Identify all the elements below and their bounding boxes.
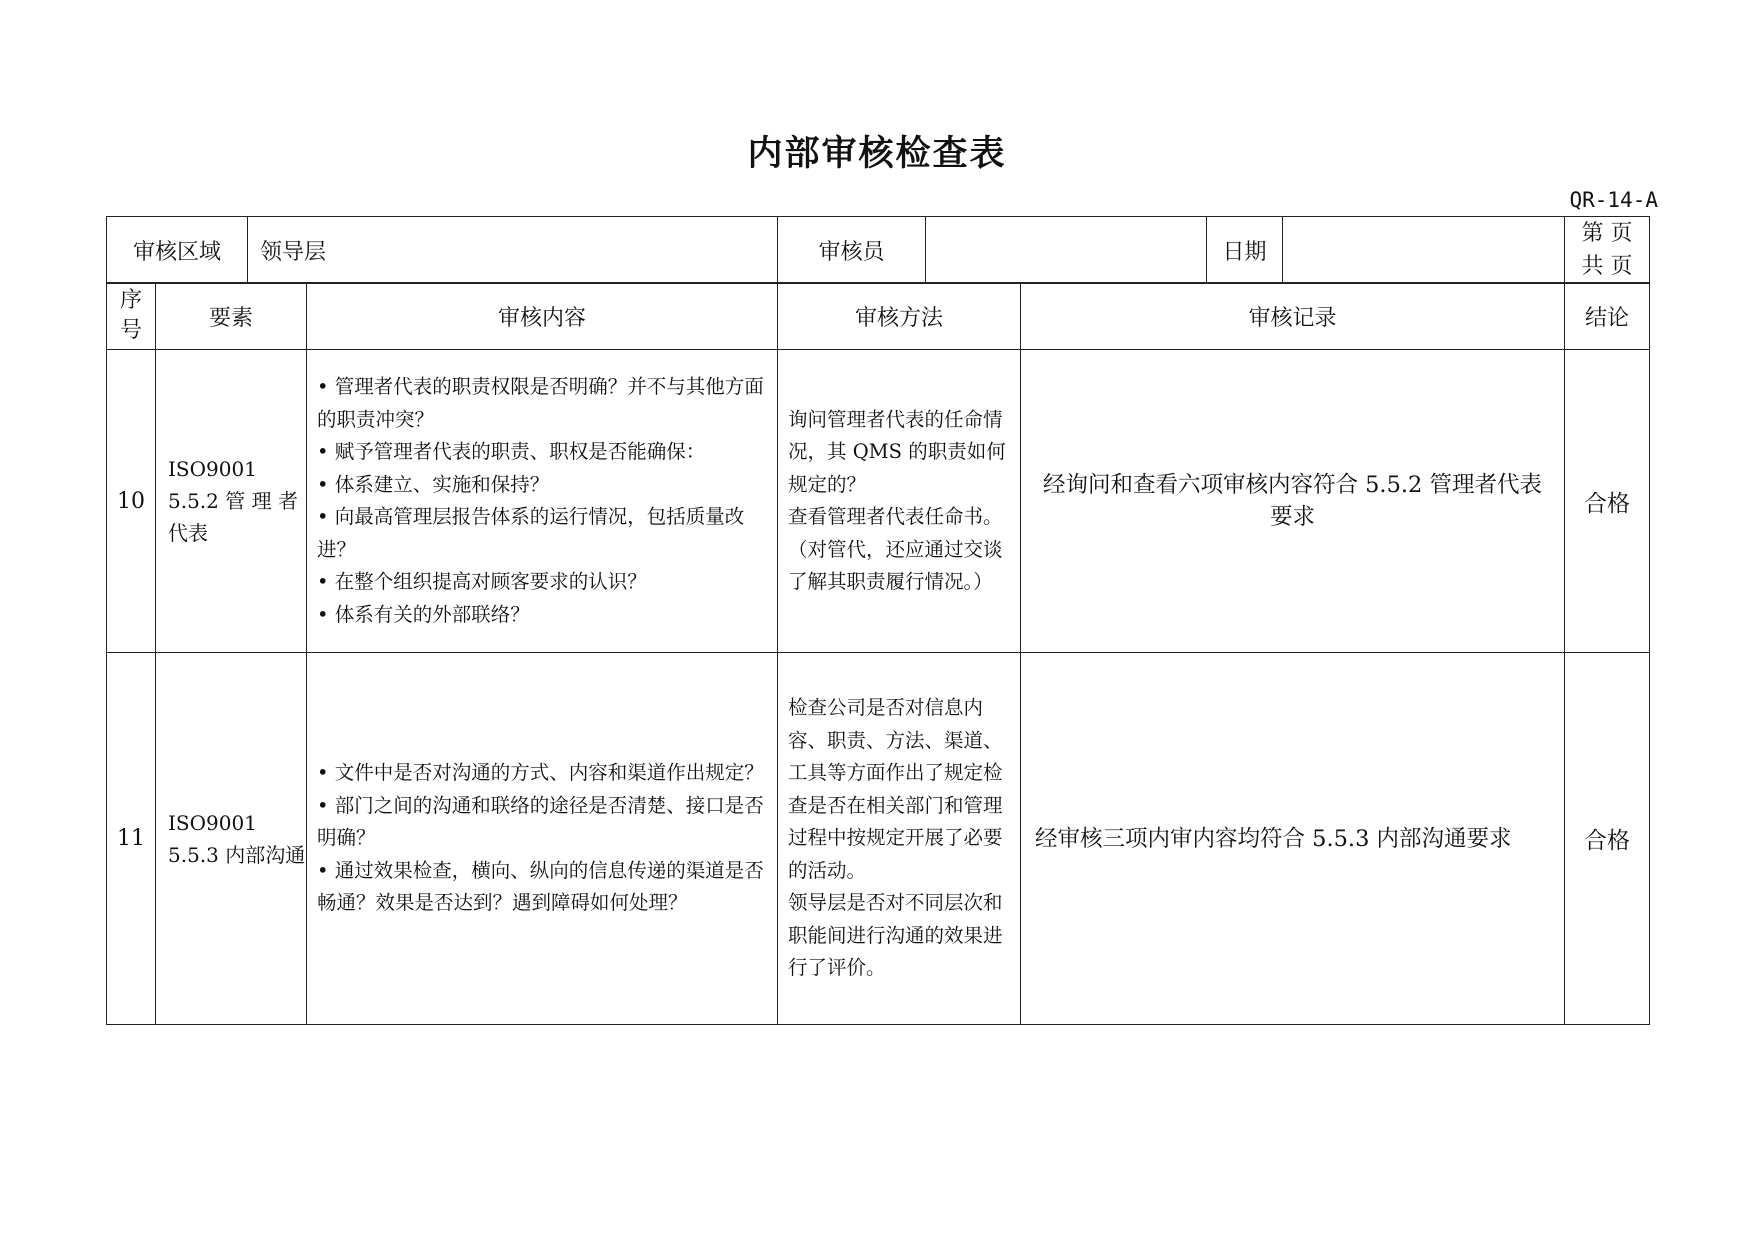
col-seq-label: 序号 xyxy=(119,288,142,343)
content-item: • 向最高管理层报告体系的运行情况，包括质量改进？ xyxy=(317,501,767,566)
content-item: • 管理者代表的职责权限是否明确？并不与其他方面的职责冲突？ xyxy=(317,371,767,436)
col-record: 审核记录 xyxy=(1021,283,1565,350)
row-content xyxy=(307,350,778,653)
content-item: • 赋予管理者代表的职责、职权是否能确保： xyxy=(317,436,767,469)
page-title: 内部审核检查表 xyxy=(747,134,1007,174)
page-count xyxy=(1565,217,1650,284)
row-method xyxy=(778,350,1021,653)
row-seq: 10 xyxy=(107,350,156,653)
row-seq: 11 xyxy=(107,653,156,1025)
table-row xyxy=(107,653,1650,1025)
col-content: 审核内容 xyxy=(307,283,778,350)
header-table xyxy=(106,216,1650,284)
method-item: 查看管理者代表任命书。 xyxy=(788,505,1003,528)
auditor-label: 审核员 xyxy=(778,217,926,284)
row-record: 经询问和查看六项审核内容符合 5.5.2 管理者代表要求 xyxy=(1021,350,1565,653)
row-record: 经审核三项内审内容均符合 5.5.3 内部沟通要求 xyxy=(1021,653,1565,1025)
row-method xyxy=(778,653,1021,1025)
form-code: QR-14-A xyxy=(1569,188,1658,212)
method-item: （对管代，还应通过交谈了解其职责履行情况。） xyxy=(788,537,1003,593)
area-label: 审核区域 xyxy=(107,217,248,284)
row-conclusion: 合格 xyxy=(1565,653,1650,1025)
col-method: 审核方法 xyxy=(778,283,1021,350)
method-item: 领导层是否对不同层次和职能间进行沟通的效果进行了评价。 xyxy=(788,891,1003,980)
method-item: 询问管理者代表的任命情况，其 QMS 的职责如何规定的？ xyxy=(788,407,1006,496)
col-seq xyxy=(107,283,156,350)
col-conclusion: 结论 xyxy=(1565,283,1650,350)
auditor-value xyxy=(926,217,1207,284)
table-row xyxy=(107,350,1650,653)
page-total: 共 页 xyxy=(1581,254,1633,279)
content-item: • 体系有关的外部联络？ xyxy=(317,599,767,632)
audit-table xyxy=(106,282,1650,1025)
content-item: • 文件中是否对沟通的方式、内容和渠道作出规定？ xyxy=(317,757,767,790)
date-label: 日期 xyxy=(1207,217,1283,284)
row-content xyxy=(307,653,778,1025)
content-item: • 在整个组织提高对顾客要求的认识？ xyxy=(317,566,767,599)
col-element: 要素 xyxy=(156,283,307,350)
row-conclusion: 合格 xyxy=(1565,350,1650,653)
element-standard: ISO9001 xyxy=(168,457,257,481)
row-element xyxy=(156,653,307,1025)
method-item: 检查公司是否对信息内容、职责、方法、渠道、工具等方面作出了规定检查是否在相关部门和管理过程中按规定开展了必要的活动。 xyxy=(788,696,1003,882)
element-clause: 5.5.2 管 理 者 代表 xyxy=(168,489,298,545)
row-element xyxy=(156,350,307,653)
content-item: • 通过效果检查，横向、纵向的信息传递的渠道是否畅通？效果是否达到？遇到障碍如何处理？ xyxy=(317,855,767,920)
page-number: 第 页 xyxy=(1581,221,1633,246)
content-item: • 体系建立、实施和保持？ xyxy=(317,469,767,502)
area-value: 领导层 xyxy=(248,217,778,284)
date-value xyxy=(1283,217,1565,284)
element-standard: ISO9001 xyxy=(168,810,257,835)
content-item: • 部门之间的沟通和联络的途径是否清楚、接口是否明确？ xyxy=(317,790,767,855)
column-header-row xyxy=(107,283,1650,350)
element-clause: 5.5.3 内部沟通 xyxy=(168,842,306,867)
